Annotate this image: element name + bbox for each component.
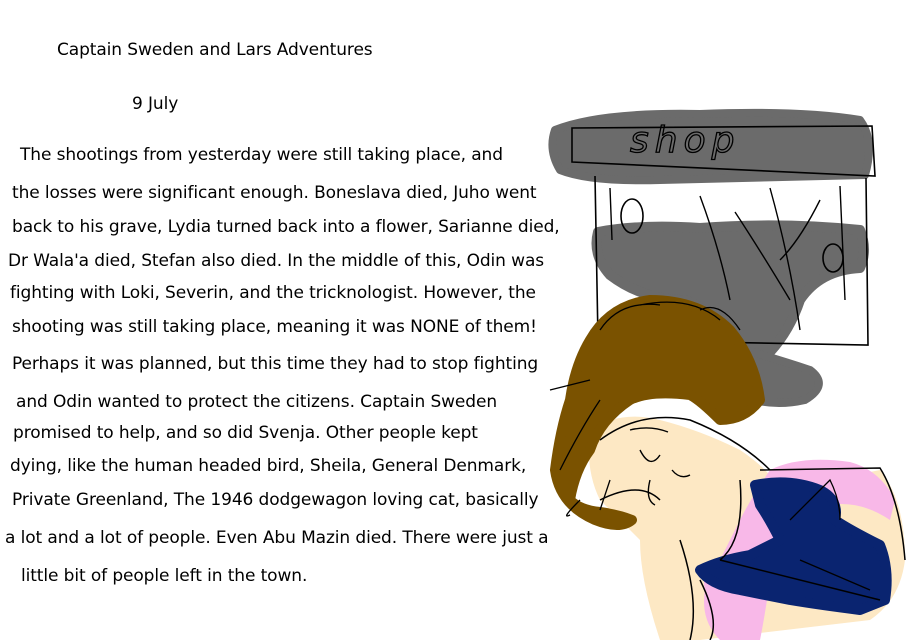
story-line: back to his grave, Lydia turned back into a flower, Sarianne died, (12, 217, 560, 237)
story-line: Perhaps it was planned, but this time they had to stop fighting (12, 354, 539, 374)
story-line: Private Greenland, The 1946 dodgewagon loving cat, basically (12, 490, 539, 510)
story-line: The shootings from yesterday were still taking place, and (20, 145, 503, 165)
person-figure (550, 300, 905, 640)
story-title: Captain Sweden and Lars Adventures (57, 40, 373, 60)
shop-sign-text: shop (630, 120, 741, 161)
story-line: a lot and a lot of people. Even Abu Mazin died. There were just a (5, 528, 549, 548)
story-date: 9 July (132, 94, 179, 114)
story-line: promised to help, and so did Svenja. Other people kept (13, 423, 478, 443)
story-line: Dr Wala'a died, Stefan also died. In the middle of this, Odin was (8, 251, 545, 271)
story-line: and Odin wanted to protect the citizens. Captain Sweden (16, 392, 498, 412)
story-line: fighting with Loki, Severin, and the tricknologist. However, the (10, 283, 536, 303)
story-line: the losses were significant enough. Boneslava died, Juho went (12, 183, 537, 203)
story-line: dying, like the human headed bird, Sheila, General Denmark, (10, 456, 527, 476)
story-line: shooting was still taking place, meaning it was NONE of them! (12, 317, 537, 337)
story-line: little bit of people left in the town. (21, 566, 308, 586)
